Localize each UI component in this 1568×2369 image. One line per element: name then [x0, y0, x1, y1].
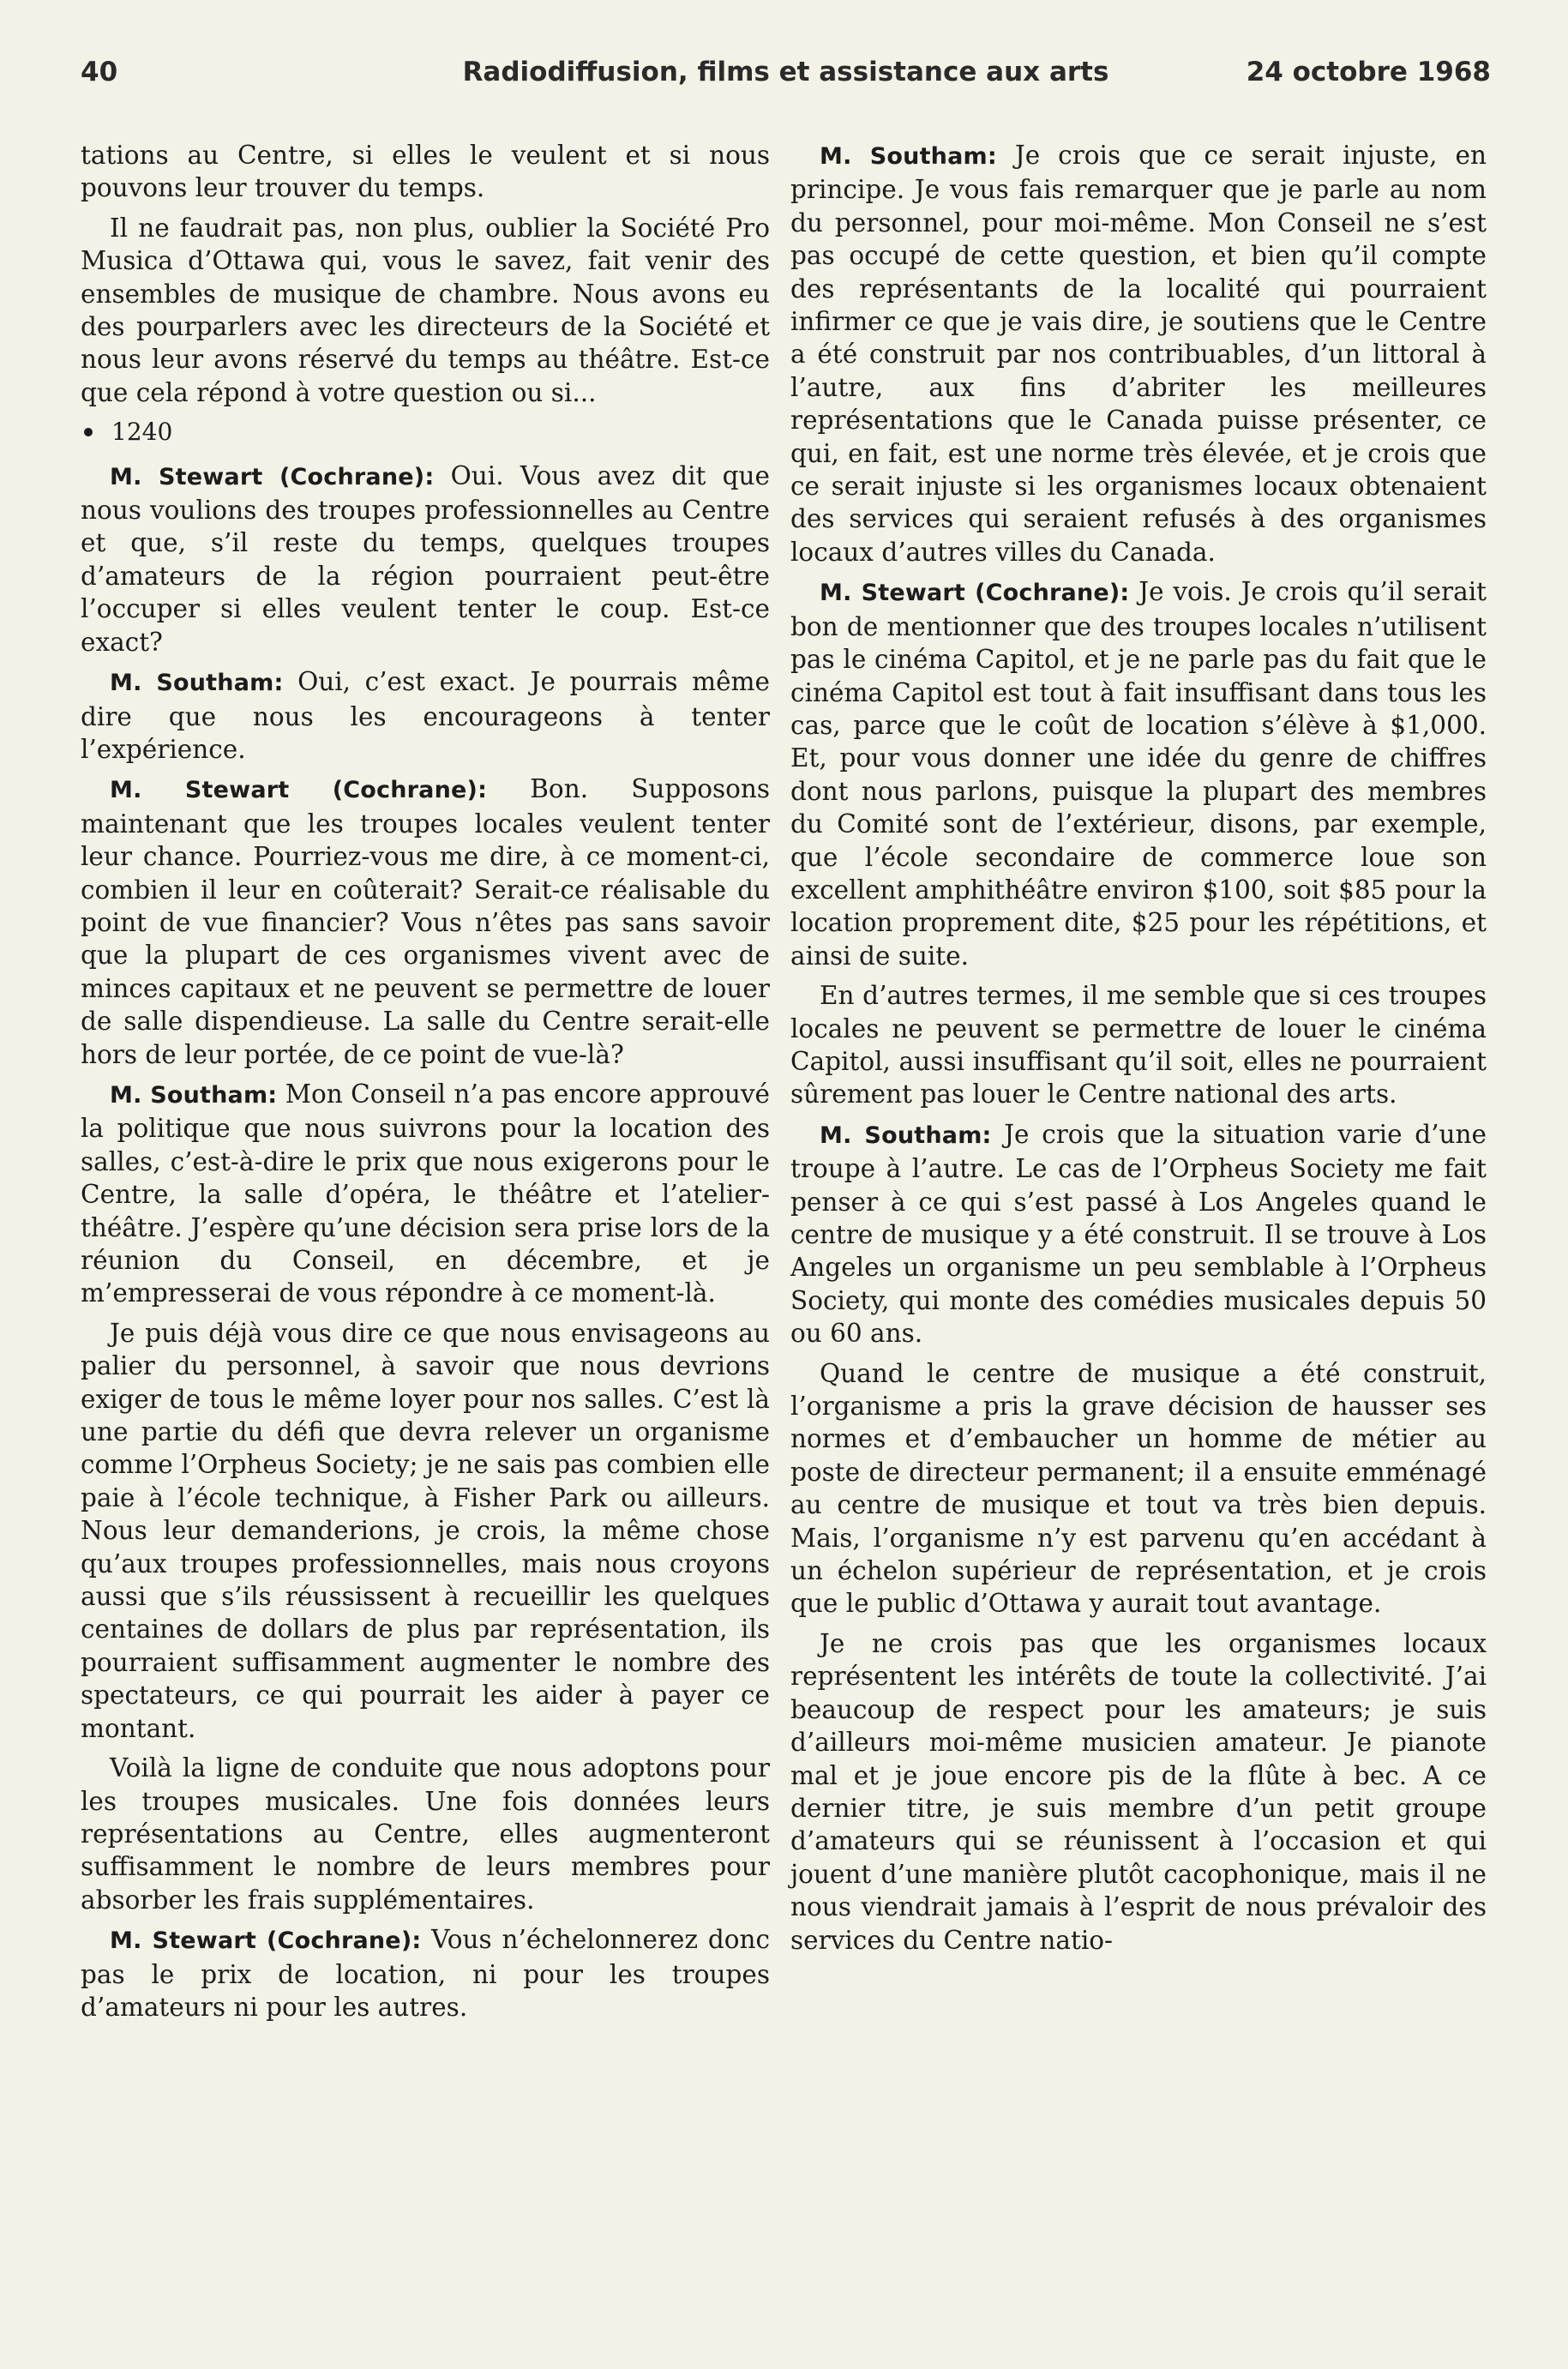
left-column: [81, 139, 770, 2030]
speaker-name: M. Stewart (Cochrane):: [820, 580, 1130, 607]
speaker-name: M. Stewart (Cochrane):: [110, 463, 435, 490]
time-marker: 1240: [81, 416, 770, 448]
page-number: 40: [81, 57, 118, 87]
paragraph: M. Stewart (Cochrane): Oui. Vous avez dit que nous voulions des troupes professionnelles au Centre et que, s’il reste du temps, quelques troupes d’amateurs de la région pourraient peut-être l’occuper si elles veulent tenter le coup. Est-ce exact?: [81, 460, 770, 657]
speaker-name: M. Southam:: [820, 143, 997, 170]
speaker-name: M. Southam:: [110, 670, 284, 697]
page-date: 24 octobre 1968: [1246, 57, 1491, 87]
page-header: [81, 57, 1491, 99]
bullet-icon: [84, 428, 93, 436]
paragraph: Il ne faudrait pas, non plus, oublier la Société Pro Musica d’Ottawa qui, vous le savez, fait venir des ensembles de musique de chambre. Nous avons eu des pourparlers avec les directeurs de la Société et nous leur avons réservé du temps au théâtre. Est-ce que cela répond à votre question ou si...: [81, 213, 770, 407]
paragraph: Quand le centre de musique a été construit, l’organisme a pris la grave décision de hausser ses normes et d’embaucher un homme de métier au poste de directeur permanent; il a ensuite emménagé au centre de musique et tout va très bien depuis. Mais, l’organisme n’y est parvenu qu’en accédant à un échelon supérieur de représentation, et je crois que le public d’Ottawa y aurait tout avantage.: [790, 1358, 1487, 1619]
paragraph: M. Stewart (Cochrane): Je vois. Je crois qu’il serait bon de mentionner que des troupes locales n’utilisent pas le cinéma Capitol, et je ne parle pas du fait que le cinéma Capitol est tout à fait insuffisant dans tous les cas, parce que le coût de location s’élève à $1,000. Et, pour vous donner une idée du genre de chiffres dont nous parlons, puisque la plupart des membres du Comité sont de l’extérieur, disons, par exemple, que l’école secondaire de commerce loue son excellent amphithéâtre environ $100, soit $85 pour la location proprement dite, $25 pour les répétitions, et ainsi de suite.: [790, 577, 1487, 971]
paragraph: M. Southam: Mon Conseil n’a pas encore approuvé la politique que nous suivrons pour la location des salles, c’est-à-dire le prix que nous exigerons pour le Centre, la salle d’opéra, le théâtre et l’atelier-théâtre. J’espère qu’une décision sera prise lors de la réunion du Conseil, en décembre, et je m’empresserai de vous répondre à ce moment-là.: [81, 1079, 770, 1308]
paragraph: M. Stewart (Cochrane): Vous n’échelonnerez donc pas le prix de location, ni pour les troupes d’amateurs ni pour les autres.: [81, 1925, 770, 2022]
running-title: Radiodiffusion, films et assistance aux arts: [462, 57, 1109, 87]
paragraph: En d’autres termes, il me semble que si ces troupes locales ne peuvent se permettre de louer le cinéma Capitol, aussi insuffisant qu’il soit, elles ne pourraient sûrement pas louer le Centre national des arts.: [790, 981, 1487, 1109]
speaker-name: M. Stewart (Cochrane):: [110, 1927, 422, 1955]
speaker-name: M. Southam:: [820, 1121, 992, 1149]
right-column: [790, 139, 1487, 1963]
paragraph: Voilà la ligne de conduite que nous adoptons pour les troupes musicales. Une fois données leurs représentations au Centre, elles augmenteront suffisamment le nombre de leurs membres pour absorber les frais supplémentaires.: [81, 1753, 770, 1915]
speaker-name: M. Stewart (Cochrane):: [110, 777, 488, 804]
paragraph: M. Southam: Je crois que la situation varie d’une troupe à l’autre. Le cas de l’Orpheus Society me fait penser à ce qui s’est passé à Los Angeles quand le centre de musique y a été construit. Il se trouve à Los Angeles un organisme un peu semblable à l’Orpheus Society, qui monte des comédies musicales depuis 50 ou 60 ans.: [790, 1119, 1487, 1349]
paragraph: M. Southam: Je crois que ce serait injuste, en principe. Je vous fais remarquer que je parle au nom du personnel, pour moi-même. Mon Conseil ne s’est pas occupé de cette question, et bien qu’il compte des représentants de la localité qui pourraient infirmer ce que je vais dire, je soutiens que le Centre a été construit par nos contribuables, d’un littoral à l’autre, aux fins d’abriter les meilleures représentations que le Canada puisse présenter, ce qui, en fait, est une norme très élevée, et je crois que ce serait injuste si les organismes locaux obtenaient des services qui seraient refusés à des organismes locaux d’autres villes du Canada.: [790, 141, 1487, 567]
paragraph: M. Southam: Oui, c’est exact. Je pourrais même dire que nous les encourageons à tenter l’expérience.: [81, 667, 770, 764]
paragraph: Je puis déjà vous dire ce que nous envisageons au palier du personnel, à savoir que nous devrions exiger de tous le même loyer pour nos salles. C’est là une partie du défi que devra relever un organisme comme l’Orpheus Society; je ne sais pas combien elle paie à l’école technique, à Fisher Park ou ailleurs. Nous leur demanderions, je crois, la même chose qu’aux troupes professionnelles, mais nous croyons aussi que s’ils réussissent à recueillir les quelques centaines de dollars de plus par représentation, ils pourraient suffisamment augmenter le nombre des spectateurs, ce qui pourrait les aider à payer ce montant.: [81, 1318, 770, 1743]
paragraph: tations au Centre, si elles le veulent et si nous pouvons leur trouver du temps.: [81, 141, 770, 203]
paragraph: M. Stewart (Cochrane): Bon. Supposons maintenant que les troupes locales veulent tenter leur chance. Pourriez-vous me dire, à ce moment-ci, combien il leur en coûterait? Serait-ce réalisable du point de vue financier? Vous n’êtes pas sans savoir que la plupart de ces organismes vivent avec de minces capitaux et ne peuvent se permettre de louer de salle dispendieuse. La salle du Centre serait-elle hors de leur portée, de ce point de vue-là?: [81, 774, 770, 1069]
speaker-name: M. Southam:: [110, 1081, 278, 1109]
paragraph: Je ne crois pas que les organismes locaux représentent les intérêts de toute la collectivité. J’ai beaucoup de respect pour les amateurs; je suis d’ailleurs moi-même musicien amateur. Je pianote mal et je joue encore pis de la flûte à bec. A ce dernier titre, je suis membre d’un petit groupe d’amateurs qui se réunissent à l’occasion et qui jouent d’une manière plutôt cacophonique, mais il ne nous viendrait jamais à l’esprit de nous prévaloir des services du Centre natio-: [790, 1628, 1487, 1955]
